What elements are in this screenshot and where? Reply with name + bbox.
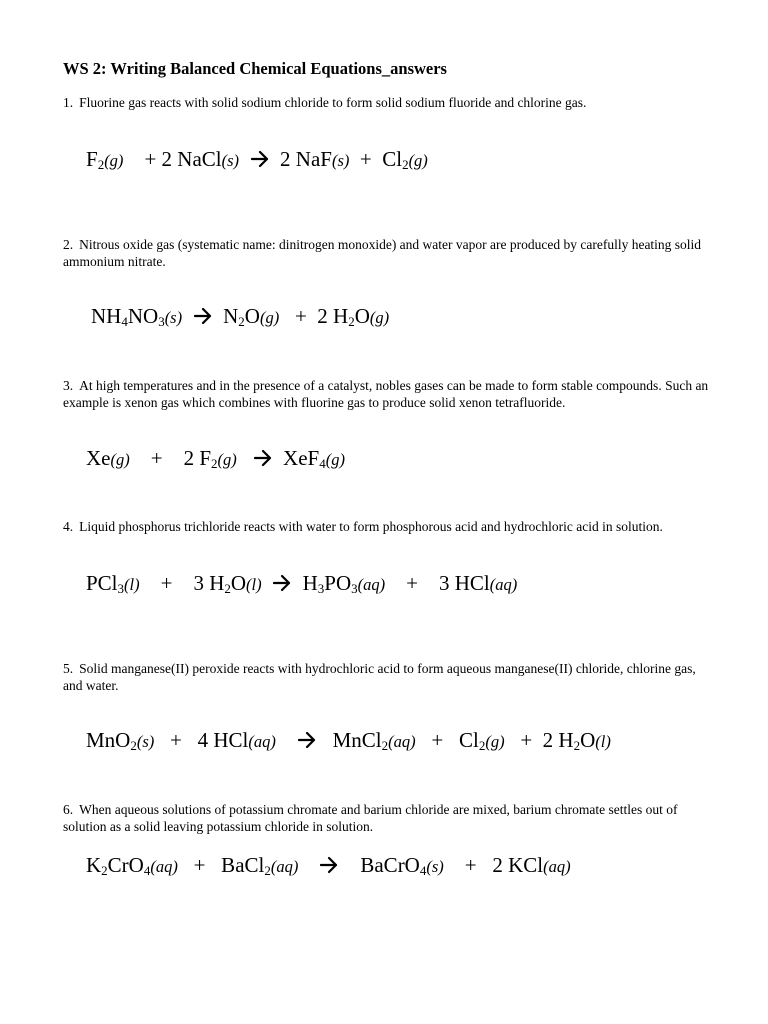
- formula-text: [276, 728, 297, 752]
- formula-text: Xe: [86, 446, 111, 470]
- state-symbol: (s): [164, 308, 183, 327]
- problem-4-equation: [86, 570, 517, 598]
- formula-text: BaCrO: [339, 853, 420, 877]
- formula-text: + 2 H: [504, 728, 574, 752]
- state-symbol: (g): [259, 308, 280, 327]
- problem-5-text: [63, 661, 713, 694]
- subscript: 2: [478, 738, 486, 753]
- formula-text: + 2 H: [279, 304, 349, 328]
- subscript: 2: [224, 581, 231, 596]
- formula-text: O: [230, 571, 247, 595]
- subscript: 2: [97, 157, 105, 172]
- reaction-arrow-icon: [250, 149, 270, 169]
- problem-3-text: [63, 378, 713, 411]
- reaction-arrow-icon: [319, 855, 339, 875]
- subscript: 2: [573, 738, 581, 753]
- subscript: 2: [211, 456, 218, 471]
- formula-text: MnO: [86, 728, 131, 752]
- formula-text: NO: [127, 304, 159, 328]
- problem-number: 5.: [63, 661, 74, 676]
- problem-2-text: [63, 237, 713, 270]
- problem-6-text: [63, 802, 713, 835]
- problem-4-text: [63, 519, 713, 536]
- state-symbol: (s): [426, 857, 444, 876]
- subscript: 3: [117, 581, 125, 596]
- problem-description: At high temperatures and in the presence of a catalyst, nobles gases can be made to form stable compounds. Such an example is xenon gas which combines with fluorine gas to produce solid xenon tetrafluoride.: [63, 378, 709, 410]
- state-symbol: (s): [221, 151, 240, 170]
- state-symbol: (aq): [543, 857, 571, 876]
- formula-text: + Cl: [349, 147, 403, 171]
- subscript: 3: [351, 581, 358, 596]
- worksheet-title: WS 2: Writing Balanced Chemical Equations_answers: [63, 59, 447, 78]
- state-symbol: (aq): [270, 857, 299, 876]
- formula-text: [298, 853, 319, 877]
- subscript: 4: [121, 314, 128, 329]
- formula-text: + 2 KCl: [443, 853, 544, 877]
- formula-text: + Cl: [415, 728, 479, 752]
- state-symbol: (l): [246, 575, 262, 594]
- formula-text: N: [212, 304, 239, 328]
- state-symbol: (g): [369, 308, 390, 327]
- state-symbol: (aq): [489, 575, 518, 594]
- formula-text: [239, 147, 250, 171]
- state-symbol: (aq): [388, 732, 416, 751]
- formula-text: + 2 NaCl: [123, 147, 222, 171]
- state-symbol: (g): [408, 151, 428, 170]
- formula-text: H: [292, 571, 318, 595]
- formula-text: K: [86, 853, 102, 877]
- state-symbol: (g): [217, 450, 237, 469]
- reaction-arrow-icon: [297, 730, 317, 750]
- problem-2-equation: [91, 303, 389, 331]
- state-symbol: (g): [110, 450, 130, 469]
- problem-number: 2.: [63, 237, 74, 252]
- formula-text: [182, 304, 193, 328]
- subscript: 3: [317, 581, 325, 596]
- problem-number: 3.: [63, 378, 74, 393]
- formula-text: NH: [91, 304, 122, 328]
- problem-5-equation: [86, 727, 611, 755]
- problem-number: 4.: [63, 519, 74, 534]
- formula-text: 2 NaF: [269, 147, 332, 171]
- subscript: 2: [264, 863, 271, 878]
- problem-description: Liquid phosphorus trichloride reacts with water to form phosphorous acid and hydrochloric acid in solution.: [79, 519, 663, 534]
- reaction-arrow-icon: [253, 448, 273, 468]
- problem-description: Fluorine gas reacts with solid sodium chloride to form solid sodium fluoride and chlorine gas.: [79, 95, 587, 110]
- subscript: 3: [158, 314, 165, 329]
- subscript: 2: [402, 157, 409, 172]
- formula-text: + BaCl: [177, 853, 265, 877]
- problem-1-text: [63, 95, 713, 112]
- formula-text: O: [354, 304, 370, 328]
- state-symbol: (l): [124, 575, 140, 594]
- formula-text: CrO: [107, 853, 144, 877]
- problem-number: 1.: [63, 95, 74, 110]
- subscript: 2: [130, 738, 137, 753]
- state-symbol: (g): [325, 450, 345, 469]
- problem-6-equation: [86, 852, 571, 880]
- state-symbol: (aq): [248, 732, 276, 751]
- state-symbol: (s): [136, 732, 155, 751]
- problem-description: Solid manganese(II) peroxide reacts with hydrochloric acid to form aqueous manganese(II) chloride, chlorine gas, and water.: [63, 661, 696, 693]
- formula-text: F: [86, 147, 98, 171]
- problem-description: When aqueous solutions of potassium chromate and barium chloride are mixed, barium chromate settles out of solution as a solid leaving potassium chloride in solution.: [63, 802, 678, 834]
- formula-text: O: [244, 304, 260, 328]
- formula-text: + 3 HCl: [385, 571, 490, 595]
- formula-text: + 3 H: [139, 571, 225, 595]
- formula-text: + 4 HCl: [154, 728, 249, 752]
- subscript: 2: [101, 863, 108, 878]
- problem-3-equation: [86, 445, 345, 473]
- subscript: 2: [381, 738, 389, 753]
- subscript: 2: [348, 314, 355, 329]
- formula-text: PO: [324, 571, 352, 595]
- problem-description: Nitrous oxide gas (systematic name: dinitrogen monoxide) and water vapor are produced by carefully heating solid ammonium nitrate.: [63, 237, 702, 269]
- formula-text: [262, 571, 273, 595]
- problem-number: 6.: [63, 802, 74, 817]
- state-symbol: (aq): [150, 857, 178, 876]
- reaction-arrow-icon: [193, 306, 213, 326]
- problem-1-equation: [86, 146, 428, 174]
- state-symbol: (g): [104, 151, 124, 170]
- subscript: 2: [238, 314, 245, 329]
- state-symbol: (aq): [357, 575, 386, 594]
- subscript: 4: [419, 863, 427, 878]
- state-symbol: (s): [331, 151, 350, 170]
- state-symbol: (g): [485, 732, 505, 751]
- formula-text: O: [580, 728, 596, 752]
- reaction-arrow-icon: [272, 573, 292, 593]
- subscript: 4: [143, 863, 151, 878]
- formula-text: XeF: [272, 446, 320, 470]
- formula-text: MnCl: [316, 728, 382, 752]
- formula-text: [237, 446, 253, 470]
- subscript: 4: [319, 456, 326, 471]
- formula-text: PCl: [86, 571, 118, 595]
- formula-text: + 2 F: [129, 446, 212, 470]
- state-symbol: (l): [595, 732, 611, 751]
